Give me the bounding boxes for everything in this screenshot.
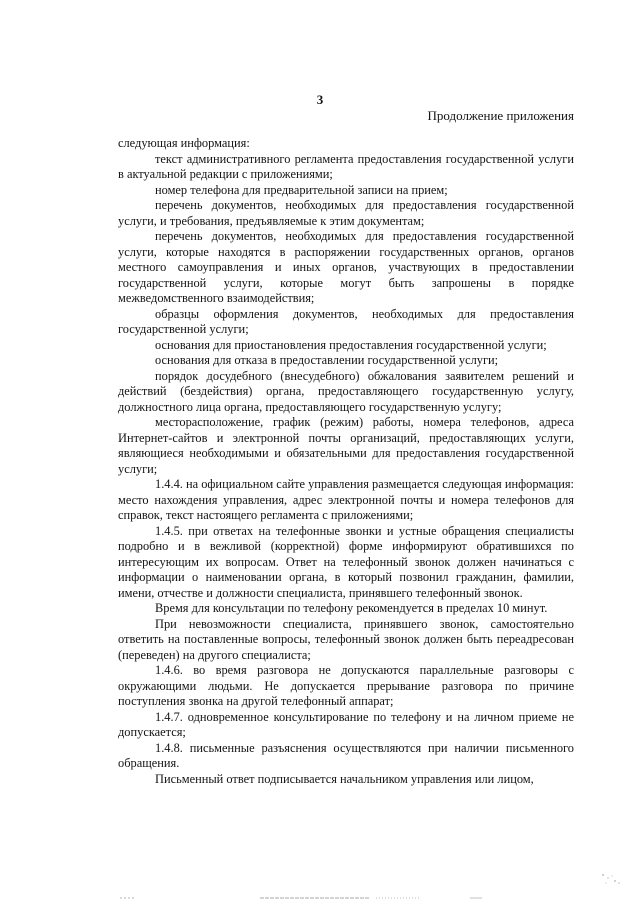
paragraph: 1.4.8. письменные разъяснения осуществляются при наличии письменного обращения. <box>118 740 574 770</box>
paragraph: перечень документов, необходимых для предоставления государственной услуги, и требования, предъявляемые к этим документам; <box>118 198 574 228</box>
paragraph: номер телефона для предварительной записи на прием; <box>155 182 448 197</box>
paragraph: 1.4.7. одновременное консультирование по телефону и на личном приеме не допускается; <box>118 709 574 739</box>
paragraph: основания для отказа в предоставлении государственной услуги; <box>155 353 499 367</box>
paragraph: месторасположение, график (режим) работы, номера телефонов, адреса Интернет-сайтов и электронной почты организаций, предоставляющих услуги, являющиеся необходимыми и обязательными для предоставления государственной услуги; <box>118 415 574 476</box>
paragraph: Время для консультации по телефону рекомендуется в пределах 10 минут. <box>155 601 548 615</box>
paragraph: 1.4.4. на официальном сайте управления размещается следующая информация: место нахождения управления, адрес электронной почты и номера телефонов для справок, текст настоящего регламента с приложениями; <box>118 477 574 522</box>
annex-continuation-label: Продолжение приложения <box>427 108 574 123</box>
paragraph: основания для приостановления предоставления государственной услуги; <box>155 337 547 352</box>
paragraph: 1.4.6. во время разговора не допускаются параллельные разговоры с окружающими людьми. Не допускается прерывание разговора по причине поступления звонка на другой телефонный аппарат; <box>118 663 574 708</box>
scan-footer-marks <box>120 896 600 900</box>
paragraph: перечень документов, необходимых для предоставления государственной услуги, которые находятся в распоряжении государственных органов, органов местного самоуправления и иных органов, участвующих в предоставлении государственной услуги, которые могут быть запрошены в порядке межведомственного взаимодействия; <box>118 229 574 305</box>
page-number: 3 <box>316 92 324 107</box>
paragraph: 1.4.5. при ответах на телефонные звонки и устные обращения специалисты подробно и в вежливой (корректной) форме информируют обратившихся по интересующим их вопросам. Ответ на телефонный звонок должен начинаться с информации о наименовании органа, в который позвонил гражданин, фамилии, имени, отчестве и должности специалиста, принявшего телефонный звонок. <box>118 523 574 600</box>
document-body <box>118 136 574 787</box>
paragraph: Письменный ответ подписывается начальником управления или лицом, <box>155 771 534 786</box>
scan-noise-specks <box>600 872 622 886</box>
paragraph: При невозможности специалиста, принявшего звонок, самостоятельно ответить на поставленные вопросы, телефонный звонок должен быть переадресован (переведен) на другого специалиста; <box>118 616 574 662</box>
paragraph: текст административного регламента предоставления государственной услуги в актуальной редакции с приложениями; <box>118 151 574 181</box>
paragraph: образцы оформления документов, необходимых для предоставления государственной услуги; <box>118 306 574 336</box>
paragraph: следующая информация: <box>118 136 250 150</box>
paragraph: порядок досудебного (внесудебного) обжалования заявителем решений и действий (бездействия) органа, предоставляющего государственную услугу, должностного лица органа, предоставляющего государственную услугу; <box>118 368 574 414</box>
